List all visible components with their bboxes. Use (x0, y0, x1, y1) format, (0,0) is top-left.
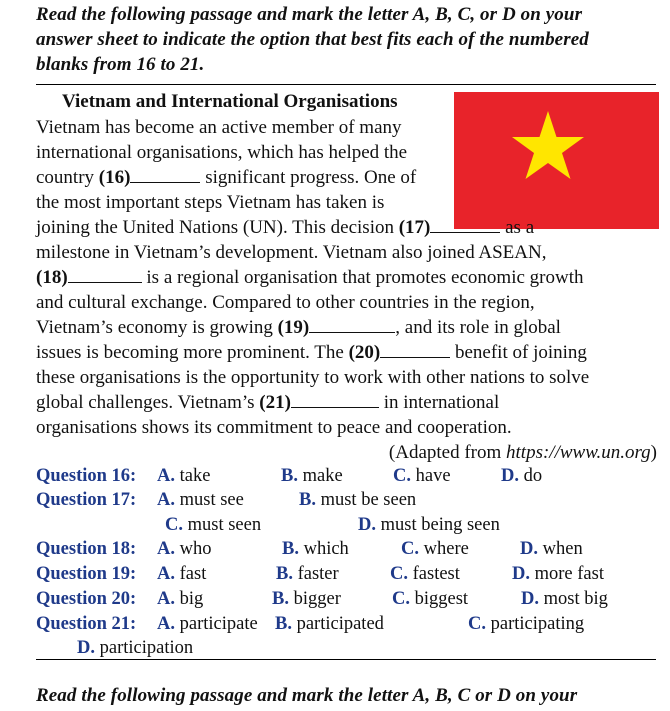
q18-option-c[interactable] (401, 539, 469, 560)
question-label: Question 16: (36, 466, 137, 486)
passage-text: global challenges. Vietnam’s (36, 392, 260, 413)
divider-top (36, 84, 656, 85)
passage-line: milestone in Vietnam’s development. Vietnam also joined ASEAN, (36, 242, 547, 263)
option-text: when (542, 539, 583, 559)
passage-text: in international (378, 392, 500, 413)
blank-18[interactable] (68, 268, 142, 283)
passage-text: Vietnam’s economy is growing (36, 317, 278, 338)
q20-option-a[interactable] (157, 589, 203, 610)
option-text: fastest (412, 564, 460, 584)
option-letter: A. (157, 490, 175, 510)
divider-bottom (36, 659, 656, 660)
passage-text: , and its role in global (395, 317, 561, 338)
option-letter: D. (358, 515, 376, 535)
passage-line (36, 167, 416, 189)
question-label: Question 20: (36, 589, 137, 609)
passage-line: Vietnam has become an active member of many (36, 117, 402, 138)
q18-option-a[interactable] (157, 539, 212, 560)
option-text: do (523, 466, 543, 486)
question-label: Question 17: (36, 490, 137, 510)
option-text: where (423, 539, 469, 559)
passage-line: international organisations, which has helped the (36, 142, 408, 163)
option-text: must be seen (320, 490, 417, 510)
q16-option-b[interactable] (281, 466, 343, 487)
q19-option-c[interactable] (390, 564, 460, 585)
instruction-next: Read the following passage and mark the letter A, B, C or D on your (36, 685, 578, 706)
passage-text: issues is becoming more prominent. The (36, 342, 349, 363)
question-label: Question 21: (36, 614, 137, 634)
passage-line (36, 267, 583, 289)
option-letter: B. (276, 564, 293, 584)
option-letter: C. (401, 539, 419, 559)
q20-option-b[interactable] (272, 589, 341, 610)
option-letter: B. (281, 466, 298, 486)
blank-17[interactable] (430, 218, 500, 233)
question-16-label (36, 466, 136, 487)
passage-line: and cultural exchange. Compared to other countries in the region, (36, 292, 535, 313)
option-letter: C. (165, 515, 183, 535)
passage-line: organisations shows its commitment to peace and cooperation. (36, 417, 512, 438)
question-19-label (36, 564, 136, 585)
q17-option-b[interactable] (299, 490, 416, 511)
q19-option-d[interactable] (512, 564, 604, 585)
passage-line (36, 217, 534, 239)
question-21-label (36, 614, 136, 635)
q19-option-b[interactable] (276, 564, 339, 585)
question-18-label (36, 539, 136, 560)
option-text: more fast (534, 564, 604, 584)
passage-text: is a regional organisation that promotes economic growth (141, 267, 584, 288)
option-text: bigger (293, 589, 341, 609)
option-text: participation (99, 638, 194, 658)
blank-20[interactable] (380, 343, 450, 358)
passage-line (36, 317, 561, 339)
option-letter: C. (468, 614, 486, 634)
option-letter: A. (157, 466, 175, 486)
question-17-label (36, 490, 136, 511)
q17-option-a[interactable] (157, 490, 244, 511)
option-letter: A. (157, 589, 175, 609)
passage-line (36, 342, 587, 364)
option-letter: A. (157, 539, 175, 559)
blank-16[interactable] (130, 168, 200, 183)
passage-text: joining the United Nations (UN). This decision (36, 217, 399, 238)
option-letter: D. (77, 638, 95, 658)
option-text: take (179, 466, 211, 486)
q19-option-a[interactable] (157, 564, 206, 585)
passage-line: these organisations is the opportunity to work with other nations to solve (36, 367, 590, 388)
passage-text: significant progress. One of (200, 167, 417, 188)
option-text: fast (179, 564, 207, 584)
passage-line: the most important steps Vietnam has taken is (36, 192, 385, 213)
q16-option-c[interactable] (393, 466, 451, 487)
passage-text: as a (500, 217, 535, 238)
blank-17-label: (17) (398, 217, 431, 238)
option-letter: C. (390, 564, 408, 584)
question-20-label (36, 589, 136, 610)
option-text: must see (179, 490, 244, 510)
option-text: must seen (187, 515, 262, 535)
option-letter: D. (512, 564, 530, 584)
option-text: biggest (414, 589, 469, 609)
option-text: make (302, 466, 343, 486)
blank-20-label: (20) (348, 342, 381, 363)
source-prefix: (Adapted from (388, 442, 507, 463)
option-text: have (415, 466, 451, 486)
option-text: most big (543, 589, 608, 609)
q20-option-c[interactable] (392, 589, 468, 610)
question-label: Question 18: (36, 539, 137, 559)
option-text: participate (179, 614, 258, 634)
option-letter: A. (157, 564, 175, 584)
option-letter: B. (299, 490, 316, 510)
q20-option-d[interactable] (521, 589, 608, 610)
blank-16-label: (16) (98, 167, 131, 188)
q17-option-d[interactable] (358, 515, 500, 536)
option-letter: D. (521, 589, 539, 609)
option-text: big (179, 589, 204, 609)
option-letter: D. (501, 466, 519, 486)
passage-text: benefit of joining (450, 342, 587, 363)
q21-option-b[interactable] (275, 614, 384, 635)
star-icon (454, 92, 659, 229)
q18-option-b[interactable] (282, 539, 349, 560)
source-url: https://www.un.org (506, 442, 651, 463)
passage-title: Vietnam and International Organisations (62, 91, 398, 112)
option-letter: A. (157, 614, 175, 634)
option-letter: B. (272, 589, 289, 609)
blank-21-label: (21) (259, 392, 291, 413)
instruction-line-3: blanks from 16 to 21. (36, 54, 205, 75)
q17-option-c[interactable] (165, 515, 261, 536)
option-text: must being seen (380, 515, 500, 535)
option-text: which (303, 539, 349, 559)
blank-19-label: (19) (277, 317, 310, 338)
passage-source (389, 442, 657, 464)
instruction-line-2: answer sheet to indicate the option that best fits each of the numbered (36, 29, 589, 50)
q16-option-a[interactable] (157, 466, 210, 487)
blank-19[interactable] (309, 318, 395, 333)
option-letter: C. (392, 589, 410, 609)
option-text: who (179, 539, 212, 559)
option-text: participating (490, 614, 585, 634)
blank-18-label: (18) (36, 267, 68, 288)
q21-option-c[interactable] (468, 614, 584, 635)
option-text: participated (296, 614, 384, 634)
instruction-line-1: Read the following passage and mark the letter A, B, C, or D on your (36, 4, 583, 25)
option-letter: D. (520, 539, 538, 559)
passage-line (36, 392, 499, 414)
blank-21[interactable] (291, 393, 379, 408)
option-letter: B. (275, 614, 292, 634)
source-suffix: ) (650, 442, 657, 463)
question-label: Question 19: (36, 564, 137, 584)
q21-option-d[interactable] (77, 638, 193, 659)
passage-text: country (36, 167, 99, 188)
option-text: faster (297, 564, 339, 584)
vietnam-flag (454, 92, 659, 229)
q18-option-d[interactable] (520, 539, 583, 560)
option-letter: C. (393, 466, 411, 486)
q16-option-d[interactable] (501, 466, 542, 487)
q21-option-a[interactable] (157, 614, 258, 635)
option-letter: B. (282, 539, 299, 559)
